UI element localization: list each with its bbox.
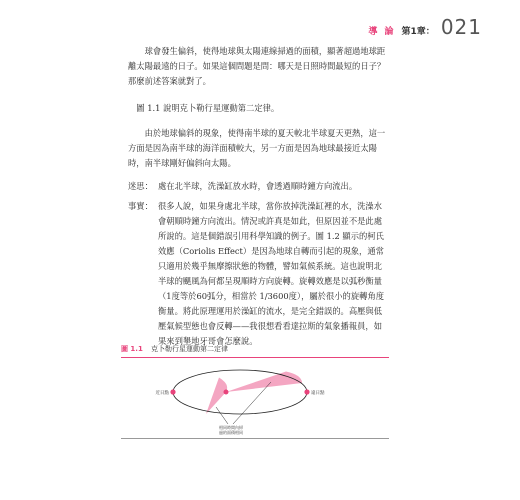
planet-perihelion-icon [170, 389, 175, 394]
header-chapter: 第1章： [401, 27, 435, 37]
figure-title-row [121, 343, 389, 355]
sun-icon [224, 390, 229, 395]
figure-title: 克卜勒行星運動第二定律 [151, 345, 228, 353]
page-number: 021 [440, 15, 482, 39]
sector-perihelion [206, 378, 227, 415]
label-aphelion: 遠日點 [311, 391, 325, 396]
myth-label: 迷思： [128, 181, 153, 191]
fact-block [128, 199, 390, 349]
fact-label: 事實： [128, 201, 153, 211]
annotation-line-1: 相同時間內掃 [219, 425, 243, 430]
planet-aphelion-icon [304, 389, 309, 394]
page-header [368, 15, 482, 39]
paragraph-hemisphere: 由於地球偏斜的現象，使得南半球的夏天較北半球夏天更熱，這一方面是因為南半球的海洋面積較大，另一方面是因為地球最接近太陽時，南半球剛好偏斜向太陽。 [128, 128, 386, 168]
label-perihelion: 近日點 [155, 391, 169, 396]
sector-aphelion [226, 372, 302, 393]
paragraph-intro: 球會發生偏斜，使得地球與太陽連線掃過的面積，顯著超過地球距離太陽最遠的日子。如果這個問題是問：哪天是日照時間最短的日子？那麼前述答案就對了。 [128, 46, 386, 86]
fact-text: 很多人說，如果身處北半球，當你放掉洗澡缸裡的水，洗澡水會朝順時鐘方向流出。情況或許真是如此，但原因並不是此處所說的。這是個錯誤引用科學知識的例子。圖 1.2 顯示的柯氏效應（Coriolis Effect）是因為地球自轉而引起的現象，通常只適用於幾乎無摩擦狀態的物體，譬如氣候系統。這也說明北半球的颶風為何都呈現順時方向旋轉。旋轉效應是以弧秒衡量（1度等於60弧分，相當於 1/3600度），屬於很小的旋轉角度衡量。將此原理運用於澡缸的流水，是完全錯誤的。高壓與低壓氣候型態也會反轉——我很想看看達拉斯的氣象播報員，如果來到墾地牙哥會怎麼說。 [158, 201, 385, 346]
header-section-tag: 導 論 [368, 27, 396, 37]
figure-bottom-rule [121, 438, 389, 439]
figure-number: 圖 1.1 [121, 345, 143, 353]
annotation-line-2: 過的面積相同 [219, 430, 243, 435]
figure-1-1 [121, 343, 389, 438]
pointer-line-left [216, 407, 228, 424]
orbit-ellipse [173, 370, 307, 414]
body-text [128, 44, 390, 349]
myth-text: 處在北半球，洗澡缸放水時，會透過順時鐘方向流出。 [158, 181, 358, 191]
myth-block [128, 179, 390, 194]
kepler-orbit-diagram [121, 358, 389, 438]
figure-reference: 圖 1.1 說明克卜勒行星運動第二定律。 [136, 103, 280, 113]
